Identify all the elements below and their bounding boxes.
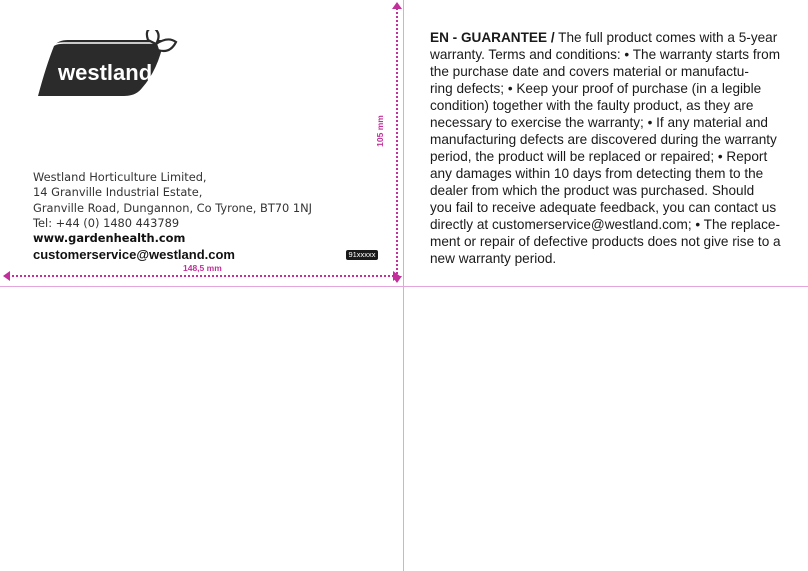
height-dimension-line (396, 8, 398, 278)
width-dimension-line (8, 275, 394, 277)
guarantee-text (430, 29, 780, 267)
guarantee-line: new warranty period. (430, 251, 557, 266)
width-dimension-label: 148,5 mm (183, 263, 222, 273)
westland-logo (32, 30, 182, 104)
guarantee-line: directly at customerservice@westland.com; • The replace- (430, 217, 780, 232)
guarantee-first-line (430, 29, 780, 46)
fold-guide-horizontal (0, 286, 808, 287)
customer-service-email[interactable]: customerservice@westland.com (33, 247, 235, 262)
guarantee-line: condition) together with the faulty product, as they are (430, 98, 754, 113)
guarantee-line: dealer from which the product was purchased. Should (430, 183, 755, 198)
address-line: Granville Road, Dungannon, Co Tyrone, BT70 1NJ (33, 200, 313, 215)
address-phone: Tel: +44 (0) 1480 443789 (33, 215, 180, 230)
guarantee-line: warranty. Terms and conditions: • The warranty starts from (430, 47, 781, 62)
guarantee-line: The full product comes with a 5-year (554, 30, 778, 45)
guarantee-line: ment or repair of defective products does not give rise to a (430, 234, 781, 249)
guarantee-line: any damages within 10 days from detecting them to the (430, 166, 764, 181)
company-address (33, 170, 312, 246)
arrow-down-icon (392, 276, 402, 283)
guarantee-line: period, the product will be replaced or repaired; • Report (430, 149, 768, 164)
arrow-left-icon (3, 271, 10, 281)
product-code-badge: 91xxxxx (346, 250, 378, 260)
height-dimension-label: 105 mm (374, 115, 385, 147)
logo-wordmark: westland (58, 60, 153, 85)
arrow-up-icon (392, 2, 402, 9)
guarantee-line: necessary to exercise the warranty; • If any material and (430, 115, 768, 130)
website-link[interactable]: www.gardenhealth.com (33, 231, 186, 246)
address-line: Westland Horticulture Limited, (33, 170, 207, 184)
guarantee-heading: EN - GUARANTEE / (430, 30, 555, 45)
guarantee-line: you fail to receive adequate feedback, you can contact us (430, 200, 777, 215)
westland-logo-mark (32, 30, 182, 104)
address-line: 14 Granville Industrial Estate, (33, 185, 203, 200)
guarantee-line: the purchase date and covers material or manufactu- (430, 64, 749, 79)
guarantee-line: manufacturing defects are discovered during the warranty (430, 132, 777, 147)
guarantee-line: ring defects; • Keep your proof of purchase (in a legible (430, 81, 762, 96)
